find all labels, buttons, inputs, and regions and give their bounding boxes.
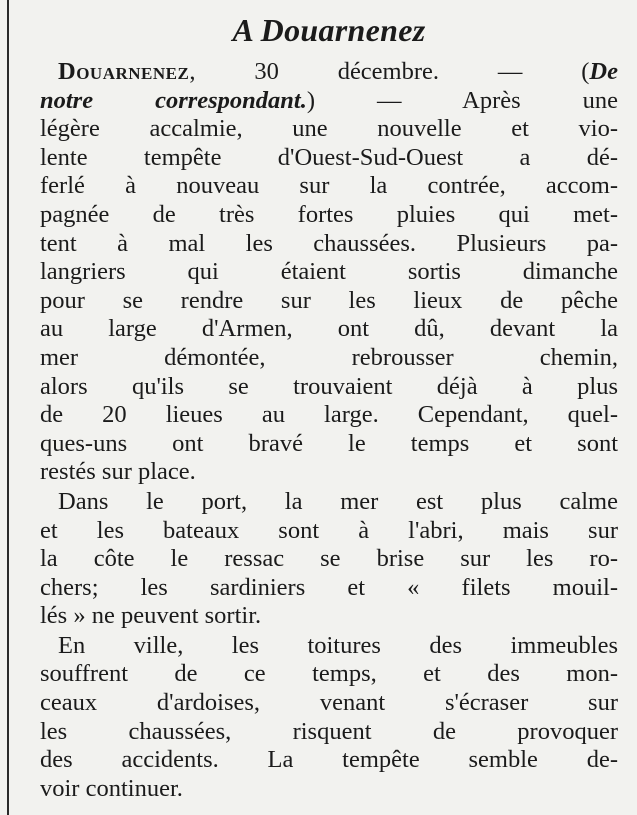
article-headline: A Douarnenez bbox=[232, 12, 426, 48]
text-line: mer démontée, rebrousser chemin, bbox=[40, 343, 618, 371]
text-line: souffrent de ce temps, et des mon- bbox=[40, 660, 618, 688]
text-line: ferlé à nouveau sur la contrée, accom- bbox=[40, 172, 618, 200]
text-line: restés sur place. bbox=[40, 458, 196, 486]
newspaper-article bbox=[40, 0, 618, 815]
paragraph-1 bbox=[40, 58, 618, 487]
text-line: au large d'Armen, ont dû, devant la bbox=[40, 315, 618, 343]
dateline-source-part2: notre correspondant. bbox=[40, 86, 307, 114]
text-line: tent à mal les chaussées. Plusieurs pa- bbox=[40, 229, 618, 257]
text-line: lente tempête d'Ouest-Sud-Ouest a dé- bbox=[40, 143, 618, 171]
text-line: de 20 lieues au large. Cependant, quel- bbox=[40, 401, 618, 429]
text-line: En ville, les toitures des immeubles bbox=[58, 631, 618, 659]
dateline-place: Douarnenez bbox=[58, 58, 190, 85]
dateline-date: , 30 décembre. — ( bbox=[189, 58, 590, 85]
paragraph-2 bbox=[40, 488, 618, 631]
text-line: pagnée de très fortes pluies qui met- bbox=[40, 200, 618, 228]
paragraph-3 bbox=[40, 632, 618, 804]
text-line: Dans le port, la mer est plus calme bbox=[58, 487, 618, 515]
text-line: voir continuer. bbox=[40, 774, 183, 802]
text-line-content: — Après une bbox=[377, 86, 618, 114]
text-line: lés » ne peuvent sortir. bbox=[40, 602, 262, 630]
text-line: des accidents. La tempête semble de- bbox=[40, 746, 618, 774]
text-line: ceaux d'ardoises, venant s'écraser sur bbox=[40, 689, 618, 717]
text-line: la côte le ressac se brise sur les ro- bbox=[40, 545, 618, 573]
text-line: légère accalmie, une nouvelle et vio- bbox=[40, 115, 618, 143]
dateline-line bbox=[40, 58, 618, 87]
text-line: les chaussées, risquent de provoquer bbox=[40, 717, 618, 745]
text-line: langriers qui étaient sortis dimanche bbox=[40, 258, 618, 286]
dateline-source-part1: De bbox=[589, 58, 618, 85]
dateline-close: ) bbox=[306, 86, 316, 114]
column-rule bbox=[7, 0, 9, 815]
text-line: et les bateaux sont à l'abri, mais sur bbox=[40, 516, 618, 544]
text-line: chers; les sardiniers et « filets mouil- bbox=[40, 573, 618, 601]
text-line bbox=[40, 87, 618, 116]
text-line: alors qu'ils se trouvaient déjà à plus bbox=[40, 372, 618, 400]
text-line: pour se rendre sur les lieux de pêche bbox=[40, 286, 618, 314]
text-line: ques-uns ont bravé le temps et sont bbox=[40, 429, 618, 457]
